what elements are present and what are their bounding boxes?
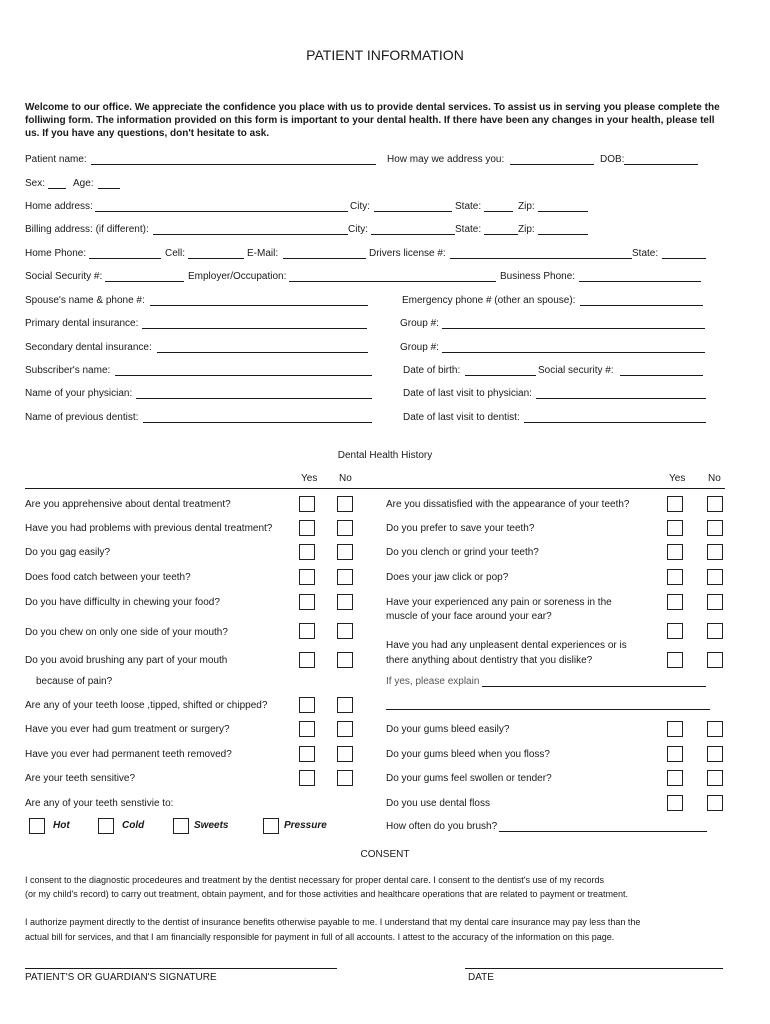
no-checkbox[interactable] [337, 520, 353, 536]
left-question: Are any of your teeth senstivie to: [25, 798, 174, 809]
yes-checkbox[interactable] [299, 652, 315, 668]
signature-label: PATIENT'S OR GUARDIAN'S SIGNATURE [25, 972, 217, 983]
consent-heading: CONSENT [360, 849, 410, 860]
history-heading: Dental Health History [337, 450, 433, 461]
yes-checkbox[interactable] [667, 770, 683, 786]
no-checkbox[interactable] [707, 594, 723, 610]
explain-field-2[interactable] [386, 709, 710, 710]
prev-dentist-field[interactable] [143, 422, 372, 423]
billing-address-field[interactable] [153, 234, 348, 235]
emergency-label: Emergency phone # (other an spouse): [402, 295, 576, 306]
left-question: Do you gag easily? [25, 547, 111, 558]
subscriber-field[interactable] [115, 375, 372, 376]
consent-paragraph-2a: I authorize payment directly to the dentist of insurance benefits otherwise payable to me. I understand that my dental care insurance may pay less than the [25, 917, 641, 927]
yes-checkbox[interactable] [299, 569, 315, 585]
state-label: State: [455, 201, 482, 212]
right-question: Are you dissatisfied with the appearance of your teeth? [386, 499, 630, 510]
yes-checkbox[interactable] [667, 652, 683, 668]
yes-checkbox[interactable] [667, 544, 683, 560]
no-checkbox[interactable] [337, 544, 353, 560]
right-question: Does your jaw click or pop? [386, 572, 509, 583]
consent-paragraph-2b: actual bill for services, and that I am financially responsible for payment in full of all accounts. I attest to the accuracy of the information on this page. [25, 932, 615, 942]
yes-checkbox[interactable] [299, 594, 315, 610]
sweets-checkbox[interactable] [173, 818, 189, 834]
ssn-field[interactable] [105, 281, 184, 282]
drivers-license-field[interactable] [450, 258, 632, 259]
no-checkbox[interactable] [337, 652, 353, 668]
left-question-cont: because of pain? [36, 676, 113, 687]
date-label: DATE [468, 972, 494, 983]
home-address-label: Home address: [25, 201, 93, 212]
right-question: Do your gums bleed when you floss? [386, 749, 550, 760]
group2-field[interactable] [442, 352, 705, 353]
right-question: Do you prefer to save your teeth? [386, 523, 535, 534]
business-phone-label: Business Phone: [500, 271, 576, 282]
age-label: Age: [73, 178, 94, 189]
left-question: Do you have difficulty in chewing your food? [25, 597, 220, 608]
explain-field[interactable] [482, 686, 706, 687]
intro-text: Welcome to our office. We appreciate the confidence you place with us to provide dental services. To assist us in serving you please complete the folliwing form. The information provided on this form is important to your dental health. If there have been any changes in your health, please tell us. If you have any questions, don't hesitate to ask. [25, 102, 720, 139]
billing-zip-field[interactable] [538, 234, 588, 235]
subscriber-label: Subscriber's name: [25, 365, 111, 376]
billing-address-label: Billing address: (if different): [25, 224, 149, 235]
yes-checkbox[interactable] [299, 623, 315, 639]
billing-city-field[interactable] [371, 234, 455, 235]
billing-state-field[interactable] [484, 234, 518, 235]
primary-insurance-label: Primary dental insurance: [25, 318, 139, 329]
sub-ssn-label: Social security #: [538, 365, 614, 376]
yes-checkbox[interactable] [299, 721, 315, 737]
patient-name-label: Patient name: [25, 154, 87, 165]
right-question: Do your gums bleed easily? [386, 724, 510, 735]
dl-state-field[interactable] [662, 258, 706, 259]
sweets-label: Sweets [194, 820, 229, 831]
left-question: Are you apprehensive about dental treatment? [25, 499, 231, 510]
consent-paragraph-1a: I consent to the diagnostic procedeures and treatment by the dentist necessary for proper dental care. I consent to the dentist's use of my records [25, 875, 605, 885]
group2-label: Group #: [400, 342, 439, 353]
no-checkbox[interactable] [337, 697, 353, 713]
zip-label: Zip: [518, 201, 535, 212]
no-checkbox[interactable] [337, 569, 353, 585]
left-question: Are any of your teeth loose ,tipped, shifted or chipped? [25, 700, 268, 711]
no-checkbox[interactable] [707, 770, 723, 786]
cell-label: Cell: [165, 248, 186, 259]
sub-dob-field[interactable] [465, 375, 536, 376]
right-question-cont: there anything about dentistry that you dislike? [386, 655, 593, 666]
physician-field[interactable] [136, 398, 372, 399]
last-physician-field[interactable] [536, 398, 706, 399]
yes-checkbox[interactable] [667, 569, 683, 585]
brush-field[interactable] [499, 831, 707, 832]
yes-checkbox[interactable] [299, 520, 315, 536]
history-divider [25, 488, 725, 489]
yes-checkbox[interactable] [299, 544, 315, 560]
no-checkbox[interactable] [707, 795, 723, 811]
no-checkbox[interactable] [707, 544, 723, 560]
group1-field[interactable] [442, 328, 705, 329]
spouse-field[interactable] [150, 305, 368, 306]
billing-state-label: State: [455, 224, 482, 235]
no-checkbox[interactable] [707, 569, 723, 585]
right-question: Have your experienced any pain or soreness in the [386, 597, 612, 608]
address-as-label: How may we address you: [387, 154, 505, 165]
right-question: Do you use dental floss [386, 798, 490, 809]
no-checkbox[interactable] [707, 496, 723, 512]
left-question: Have you ever had permanent teeth removed? [25, 749, 232, 760]
no-checkbox[interactable] [707, 623, 723, 639]
yes-checkbox[interactable] [667, 623, 683, 639]
no-checkbox[interactable] [707, 520, 723, 536]
home-address-field[interactable] [95, 211, 348, 212]
age-field[interactable] [98, 188, 120, 189]
no-checkbox[interactable] [707, 652, 723, 668]
yes-checkbox[interactable] [667, 746, 683, 762]
billing-zip-label: Zip: [518, 224, 535, 235]
right-question: Have you had any unpleasent dental experiences or is [386, 640, 627, 651]
drivers-license-label: Drivers license #: [369, 248, 446, 259]
group1-label: Group #: [400, 318, 439, 329]
last-dentist-label: Date of last visit to dentist: [403, 412, 520, 423]
left-question: Have you ever had gum treatment or surgery? [25, 724, 230, 735]
right-question: Do your gums feel swollen or tender? [386, 773, 552, 784]
no-checkbox[interactable] [337, 746, 353, 762]
brush-label: How often do you brush? [386, 821, 498, 832]
yes-checkbox[interactable] [667, 594, 683, 610]
date-line[interactable] [465, 968, 723, 969]
no-header-left: No [339, 473, 352, 484]
employer-field[interactable] [289, 281, 496, 282]
right-question-cont: muscle of your face around your ear? [386, 611, 552, 622]
no-checkbox[interactable] [337, 594, 353, 610]
last-dentist-field[interactable] [524, 422, 706, 423]
no-checkbox[interactable] [337, 770, 353, 786]
secondary-insurance-label: Secondary dental insurance: [25, 342, 152, 353]
consent-paragraph-1b: (or my child's record) to carry out treatment, obtain payment, and for those activities and healthcare operations that are related to payment or treatment. [25, 889, 629, 899]
email-field[interactable] [283, 258, 366, 259]
no-checkbox[interactable] [337, 496, 353, 512]
dob-label: DOB: [600, 154, 625, 165]
no-checkbox[interactable] [337, 721, 353, 737]
sub-dob-label: Date of birth: [403, 365, 461, 376]
cold-label: Cold [122, 820, 145, 831]
yes-checkbox[interactable] [667, 721, 683, 737]
emergency-field[interactable] [580, 305, 703, 306]
last-physician-label: Date of last visit to physician: [403, 388, 532, 399]
sex-field[interactable] [48, 188, 66, 189]
physician-label: Name of your physician: [25, 388, 133, 399]
yes-header-left: Yes [301, 473, 318, 484]
left-question: Have you had problems with previous dental treatment? [25, 523, 273, 534]
prev-dentist-label: Name of previous dentist: [25, 412, 139, 423]
right-question: Do you clench or grind your teeth? [386, 547, 539, 558]
yes-header-right: Yes [669, 473, 686, 484]
sub-ssn-field[interactable] [620, 375, 703, 376]
yes-checkbox[interactable] [299, 697, 315, 713]
no-header-right: No [708, 473, 721, 484]
primary-insurance-field[interactable] [142, 328, 367, 329]
employer-label: Employer/Occupation: [188, 271, 287, 282]
spouse-label: Spouse's name & phone #: [25, 295, 145, 306]
left-question: Do you avoid brushing any part of your mouth [25, 655, 228, 666]
explain-label: If yes, please explain [386, 676, 480, 687]
home-phone-field[interactable] [89, 258, 161, 259]
hot-label: Hot [53, 820, 70, 831]
yes-checkbox[interactable] [299, 496, 315, 512]
billing-city-label: City: [348, 224, 368, 235]
yes-checkbox[interactable] [667, 496, 683, 512]
address-as-field[interactable] [510, 164, 594, 165]
home-phone-label: Home Phone: [25, 248, 87, 259]
email-label: E-Mail: [247, 248, 279, 259]
city-label: City: [350, 201, 370, 212]
no-checkbox[interactable] [337, 623, 353, 639]
state-field[interactable] [484, 211, 513, 212]
city-field[interactable] [374, 211, 452, 212]
left-question: Are your teeth sensitive? [25, 773, 136, 784]
patient-name-field[interactable] [91, 164, 376, 165]
yes-checkbox[interactable] [299, 770, 315, 786]
hot-checkbox[interactable] [29, 818, 45, 834]
page-title: PATIENT INFORMATION [306, 47, 464, 63]
cell-field[interactable] [188, 258, 244, 259]
left-question: Does food catch between your teeth? [25, 572, 191, 583]
zip-field[interactable] [538, 211, 588, 212]
yes-checkbox[interactable] [299, 746, 315, 762]
no-checkbox[interactable] [707, 721, 723, 737]
dl-state-label: State: [632, 248, 659, 259]
business-phone-field[interactable] [579, 281, 701, 282]
pressure-checkbox[interactable] [263, 818, 279, 834]
signature-line[interactable] [25, 968, 337, 969]
yes-checkbox[interactable] [667, 795, 683, 811]
left-question: Do you chew on only one side of your mouth? [25, 627, 228, 638]
ssn-label: Social Security #: [25, 271, 103, 282]
pressure-label: Pressure [284, 820, 327, 831]
secondary-insurance-field[interactable] [157, 352, 368, 353]
sex-label: Sex: [25, 178, 46, 189]
yes-checkbox[interactable] [667, 520, 683, 536]
cold-checkbox[interactable] [98, 818, 114, 834]
no-checkbox[interactable] [707, 746, 723, 762]
dob-field[interactable] [624, 164, 698, 165]
